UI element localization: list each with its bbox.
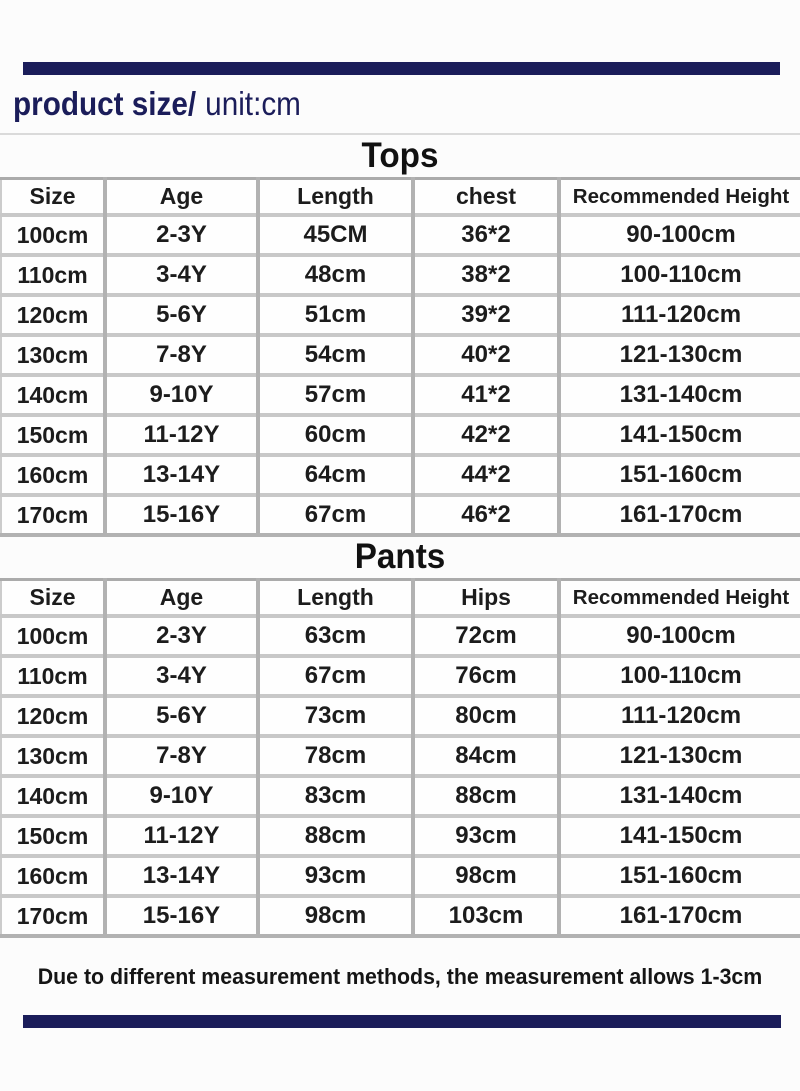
- table-cell: 130cm: [16, 341, 89, 368]
- table-cell: 63cm: [258, 616, 413, 656]
- table-cell: 72cm: [413, 616, 559, 656]
- table-row: [1, 776, 800, 816]
- column-header: Length: [258, 179, 413, 216]
- table-cell: 46*2: [413, 495, 559, 535]
- table-cell: 9-10Y: [105, 776, 258, 816]
- table-cell: 130cm: [16, 742, 89, 769]
- column-header: Size: [29, 584, 76, 610]
- table-cell: 45CM: [258, 215, 413, 255]
- table-cell: 93cm: [258, 856, 413, 896]
- table-cell: 60cm: [258, 415, 413, 455]
- table-cell: 150cm: [16, 822, 89, 849]
- table-cell: 110cm: [17, 261, 88, 288]
- table-cell: 170cm: [16, 501, 89, 528]
- table-cell: 84cm: [413, 736, 559, 776]
- table-cell: 7-8Y: [105, 335, 258, 375]
- table-cell: 160cm: [16, 862, 89, 889]
- table-cell: 9-10Y: [105, 375, 258, 415]
- page-title-main: product size/: [13, 85, 197, 122]
- table-cell: 3-4Y: [105, 656, 258, 696]
- table-cell: 111-120cm: [559, 696, 800, 736]
- pants-section-title: Pants: [354, 537, 446, 576]
- table-cell: 160cm: [16, 461, 89, 488]
- table-cell: 67cm: [258, 656, 413, 696]
- table-cell: 13-14Y: [105, 856, 258, 896]
- table-cell: 57cm: [258, 375, 413, 415]
- bottom-divider-bar: [23, 1015, 781, 1028]
- table-row: [1, 736, 800, 776]
- table-cell: 67cm: [258, 495, 413, 535]
- table-cell: 100cm: [16, 221, 89, 248]
- column-header: Hips: [413, 580, 559, 617]
- table-cell: 51cm: [258, 295, 413, 335]
- table-cell: 88cm: [258, 816, 413, 856]
- table-cell: 40*2: [413, 335, 559, 375]
- table-row: [1, 415, 800, 455]
- table-cell: 5-6Y: [105, 295, 258, 335]
- measurement-tolerance-note: Due to different measurement methods, the measurement allows 1-3cm: [37, 964, 763, 989]
- table-cell: 111-120cm: [559, 295, 800, 335]
- table-row: [1, 255, 800, 295]
- top-divider-bar: [23, 62, 780, 75]
- table-cell: 73cm: [258, 696, 413, 736]
- page-title-unit: unit:cm: [205, 85, 301, 122]
- table-cell: 11-12Y: [105, 415, 258, 455]
- table-cell: 80cm: [413, 696, 559, 736]
- table-cell: 98cm: [413, 856, 559, 896]
- table-row: [1, 215, 800, 255]
- column-header: Length: [258, 580, 413, 617]
- table-cell: 121-130cm: [559, 736, 800, 776]
- table-cell: 76cm: [413, 656, 559, 696]
- table-cell: 161-170cm: [559, 495, 800, 535]
- table-cell: 83cm: [258, 776, 413, 816]
- table-row: [1, 495, 800, 535]
- header-row: [1, 179, 800, 216]
- table-cell: 121-130cm: [559, 335, 800, 375]
- table-cell: 100-110cm: [559, 656, 800, 696]
- table-cell: 7-8Y: [105, 736, 258, 776]
- table-row: [1, 856, 800, 896]
- table-row: [1, 375, 800, 415]
- table-cell: 42*2: [413, 415, 559, 455]
- table-cell: 103cm: [413, 896, 559, 936]
- table-cell: 131-140cm: [559, 375, 800, 415]
- table-cell: 3-4Y: [105, 255, 258, 295]
- table-cell: 110cm: [17, 662, 88, 689]
- table-cell: 88cm: [413, 776, 559, 816]
- table-cell: 151-160cm: [559, 856, 800, 896]
- tops-size-table: [0, 177, 800, 537]
- table-cell: 5-6Y: [105, 696, 258, 736]
- table-cell: 150cm: [16, 421, 89, 448]
- table-cell: 36*2: [413, 215, 559, 255]
- title-divider-line: [0, 133, 800, 135]
- table-row: [1, 656, 800, 696]
- table-cell: 141-150cm: [559, 415, 800, 455]
- table-cell: 2-3Y: [105, 616, 258, 656]
- table-cell: 120cm: [16, 702, 89, 729]
- table-cell: 93cm: [413, 816, 559, 856]
- table-row: [1, 295, 800, 335]
- table-cell: 90-100cm: [559, 215, 800, 255]
- header-row: [1, 580, 800, 617]
- table-row: [1, 335, 800, 375]
- table-cell: 2-3Y: [105, 215, 258, 255]
- table-cell: 131-140cm: [559, 776, 800, 816]
- tops-section-title: Tops: [361, 136, 439, 175]
- table-cell: 161-170cm: [559, 896, 800, 936]
- table-cell: 140cm: [16, 782, 89, 809]
- table-row: [1, 696, 800, 736]
- column-header: chest: [413, 179, 559, 216]
- table-cell: 100cm: [16, 622, 89, 649]
- table-row: [1, 455, 800, 495]
- table-cell: 151-160cm: [559, 455, 800, 495]
- table-cell: 41*2: [413, 375, 559, 415]
- table-cell: 100-110cm: [559, 255, 800, 295]
- table-cell: 170cm: [16, 902, 89, 929]
- table-cell: 90-100cm: [559, 616, 800, 656]
- table-cell: 15-16Y: [105, 896, 258, 936]
- column-header: Age: [105, 179, 258, 216]
- table-cell: 39*2: [413, 295, 559, 335]
- page-title: [13, 86, 301, 122]
- table-cell: 120cm: [16, 301, 89, 328]
- table-cell: 11-12Y: [105, 816, 258, 856]
- column-header: Recommended Height: [559, 580, 800, 617]
- table-cell: 140cm: [16, 381, 89, 408]
- column-header: Recommended Height: [559, 179, 800, 216]
- table-cell: 13-14Y: [105, 455, 258, 495]
- table-cell: 141-150cm: [559, 816, 800, 856]
- table-cell: 38*2: [413, 255, 559, 295]
- pants-size-table: [0, 578, 800, 938]
- table-row: [1, 816, 800, 856]
- column-header: Size: [29, 183, 76, 209]
- table-row: [1, 896, 800, 936]
- table-cell: 98cm: [258, 896, 413, 936]
- table-row: [1, 616, 800, 656]
- table-cell: 64cm: [258, 455, 413, 495]
- table-cell: 78cm: [258, 736, 413, 776]
- table-cell: 44*2: [413, 455, 559, 495]
- table-cell: 15-16Y: [105, 495, 258, 535]
- table-cell: 54cm: [258, 335, 413, 375]
- table-cell: 48cm: [258, 255, 413, 295]
- column-header: Age: [105, 580, 258, 617]
